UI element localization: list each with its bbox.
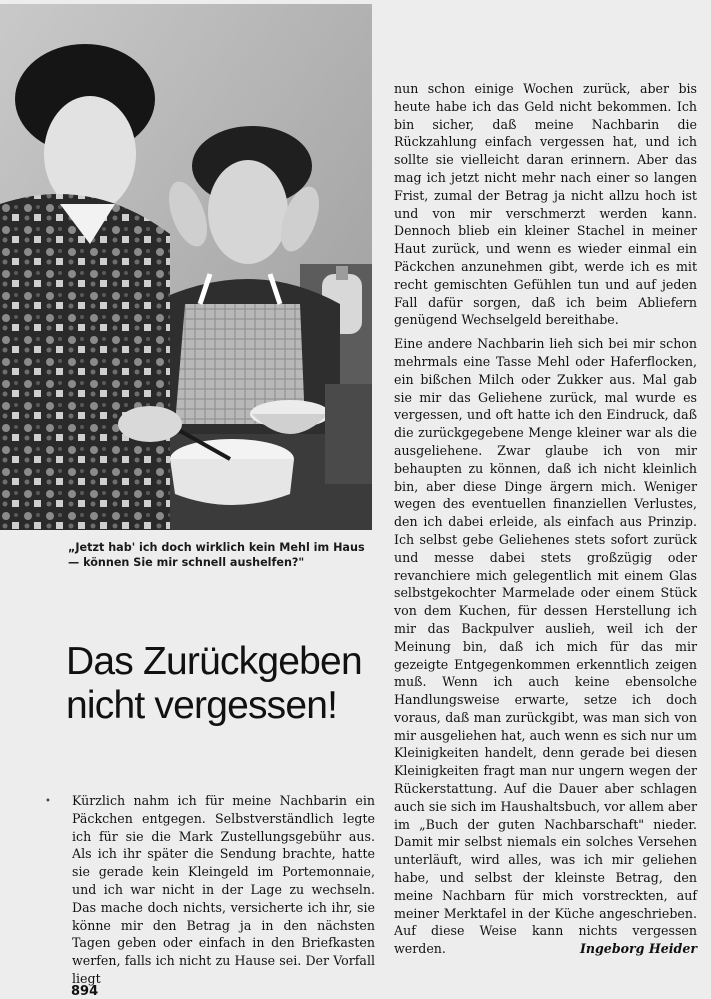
article-author: Ingeborg Heider (579, 941, 697, 957)
article-paragraph (394, 335, 697, 958)
article-column-right (394, 80, 697, 958)
article-paragraph: Kürzlich nahm ich für meine Nachbarin ein Päckchen entgegen. Selbstverständlich legte ich für sie die Mark Zustellungsgebühr aus. Als ich ihr später die Sendung brachte, hatte sie gerade kein Kleingeld im Portemonnaie, und ich war nicht in der Lage zu wechseln. Das mache doch nichts, versicherte ich ihr, sie könne mir den Betrag ja in den nächsten Tagen geben oder einfach in den Briefkasten werfen, falls ich nicht zu Hause sei. Der Vorfall liegt (72, 793, 375, 986)
article-paragraph-text: Eine andere Nachbarin lieh sich bei mir schon mehrmals eine Tasse Mehl oder Haferflocken, ein bißchen Milch oder Zukker aus. Mal gab sie mir das Geliehene zurück, mal wurde es vergessen, und oft hatte ich den Eindruck, daß die zurückgegebene Menge kleiner war als die ausgeliehene. Zwar glaube ich von mir behaupten zu können, daß ich nicht kleinlich bin, aber diese Dinge ärgern mich. Weniger wegen des eventuellen finanziellen Verlustes, den ich dabei erleide, als einfach aus Prinzip. Ich selbst gebe Geliehenes stets sofort zurück und messe dabei stets großzügig oder revanchiere mich gelegentlich mit einem Glas selbstgekochter Marmelade oder einem Stück von dem Kuchen, für dessen Herstellung ich mir das Backpulver auslieh, weil ich der Meinung bin, daß ich mich für das mir gezeigte Entgegenkommen erkenntlich zeigen muß. Wenn ich auch keine ebensolche Handlungsweise erwarte, setze ich doch voraus, daß man zurückgibt, was man sich von mir ausgeliehen hat, auch wenn es sich nur um Kleinigkeiten handelt, denn gerade bei diesen Kleinigkeiten fragt man nur ungern wegen der Rückerstattung. Auf die Dauer aber schlagen auch sie sich im Haushaltsbuch, vor allem aber im „Buch der guten Nachbarschaft" nieder. Damit mir selbst niemals ein solches Versehen unterläuft, wird alles, was ich mir geliehen habe, und selbst der kleinste Betrag, den meine Nachbarn für mich vorstreckten, auf meiner Merktafel in der Küche angeschrieben. Auf diese Weise kann nichts vergessen werden. (394, 336, 697, 957)
margin-mark: • (45, 796, 51, 807)
article-photo (0, 4, 372, 530)
headline-line-1: Das Zurückgeben (66, 640, 362, 683)
photo-kitchen-scene (0, 4, 372, 530)
article-column-left (72, 792, 375, 988)
headline-line-2: nicht vergessen! (66, 684, 338, 727)
page-number: 894 (71, 984, 99, 999)
article-headline (66, 640, 386, 728)
photo-caption: „Jetzt hab' ich doch wirklich kein Mehl im Haus — können Sie mir schnell aushelfen?" (68, 541, 365, 569)
article-paragraph: nun schon einige Wochen zurück, aber bis heute habe ich das Geld nicht bekommen. Ich bin sicher, daß meine Nachbarin die Rückzahlung einfach vergessen hat, und ich sollte sie vielleicht daran erinnern. Aber das mag ich jetzt nicht mehr nach einer so langen Frist, zumal der Betrag ja nicht allzu hoch ist und von mir verschmerzt werden kann. Dennoch blieb ein kleiner Stachel in meiner Haut zurück, und wenn es wieder einmal ein Päckchen anzunehmen gibt, werde ich es mit recht gemischten Gefühlen tun und auf jeden Fall dafür sorgen, daß ich beim Abliefern genügend Wechselgeld bereithabe. (394, 81, 697, 328)
